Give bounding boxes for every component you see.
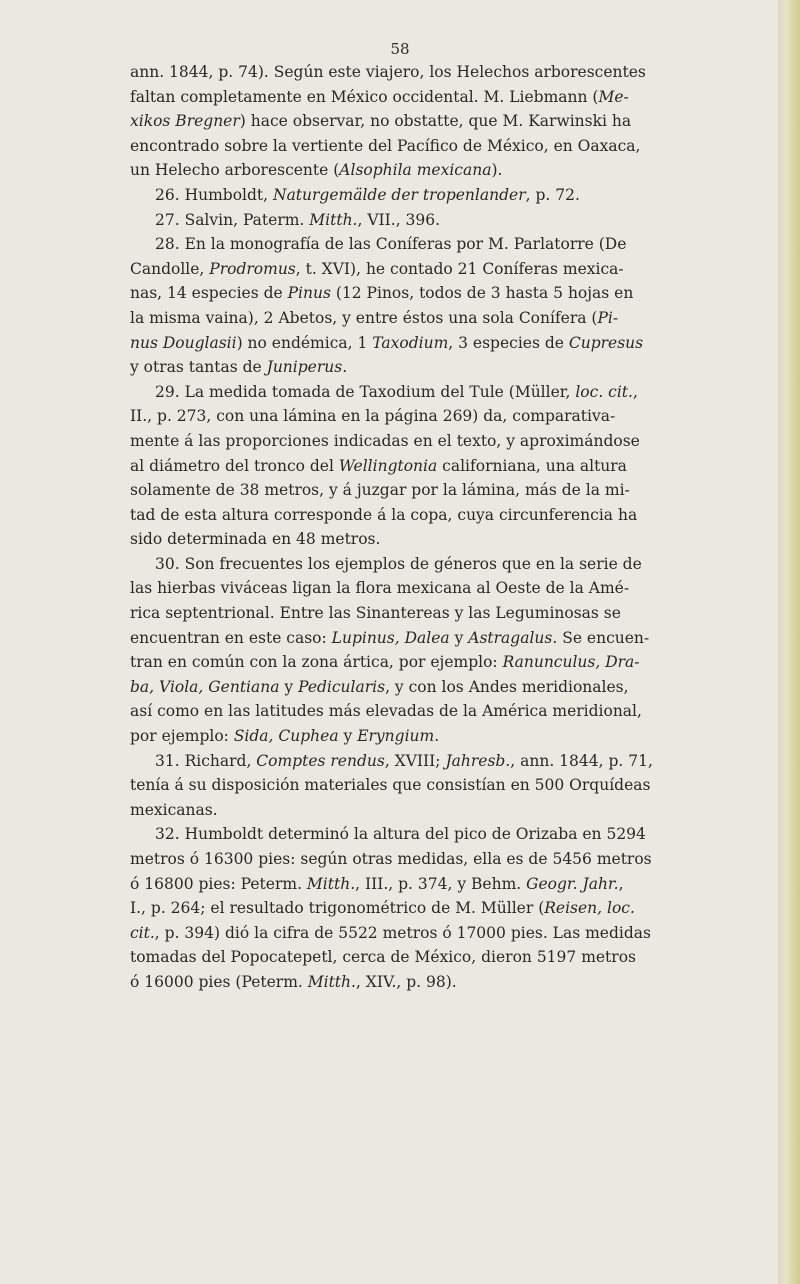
text-span: ) hace observar, no obstatte, que M. Karwinski ha (239, 112, 632, 131)
text-line (130, 552, 795, 577)
text-span: 26. Humboldt, (155, 185, 273, 204)
text-span: y (338, 727, 358, 746)
italic-text: Astragalus (468, 628, 553, 647)
text-span: 28. En la monografía de las Coníferas por M. Parlatorre (De (155, 235, 627, 254)
text-span: 32. Humboldt determinó la altura del pico de Orizaba en 5294 (155, 825, 646, 844)
text-span: , p. 394) dió la cifra de 5522 metros ó 17000 pies. Las medidas (154, 923, 651, 942)
italic-text: Mitth. (309, 210, 358, 229)
text-span: tran en común con la zona ártica, por ejemplo: (130, 653, 503, 672)
text-span: mexicanas. (130, 800, 218, 819)
text-span: , (632, 382, 638, 401)
italic-text: Geogr. Jahr. (526, 874, 619, 893)
text-span: la misma vaina), 2 Abetos, y entre éstos una sola Conífera ( (130, 308, 598, 327)
text-span: , t. XVI), he contado 21 Coníferas mexica- (295, 259, 624, 278)
text-line (130, 527, 795, 552)
text-line (130, 380, 795, 405)
text-span: encontrado sobre la vertiente del Pacífico de México, en Oaxaca, (130, 136, 641, 155)
text-span: , (618, 874, 624, 893)
italic-text: Me- (598, 87, 629, 106)
text-span: . (342, 358, 348, 377)
italic-text: Pi- (597, 308, 619, 327)
italic-text: Eryngium (357, 727, 435, 746)
text-line (130, 257, 795, 282)
text-span: 29. La medida tomada de Taxodium del Tule (Müller, (155, 382, 576, 401)
text-span: metros ó 16300 pies: según otras medidas, ella es de 5456 metros (130, 850, 652, 868)
text-line (130, 970, 795, 995)
text-span: las hierbas viváceas ligan la flora mexicana al Oeste de la Amé- (130, 579, 630, 598)
italic-text: Juniperus (266, 358, 343, 377)
text-line (130, 183, 795, 208)
text-line (130, 945, 795, 970)
text-span: ó 16800 pies: Peterm. (130, 874, 307, 893)
text-line (130, 454, 795, 479)
text-span: faltan completamente en México occidental. M. Liebmann ( (130, 87, 599, 106)
text-span: . Se encuen- (552, 628, 650, 647)
text-line (130, 232, 795, 257)
text-span: , ann. 1844, p. 71, (510, 751, 653, 770)
italic-text: cit. (130, 923, 155, 942)
text-line (130, 85, 795, 110)
italic-text: Wellingtonia (338, 456, 438, 475)
text-line (130, 675, 795, 700)
text-line (130, 158, 795, 183)
text-line (130, 626, 795, 651)
text-span: 31. Richard, (155, 751, 257, 770)
body-text (130, 60, 795, 995)
text-span: ). (491, 161, 503, 180)
text-line (130, 429, 795, 454)
text-line (130, 306, 795, 331)
text-line (130, 847, 795, 872)
italic-text: Pinus (287, 284, 331, 303)
text-span: nas, 14 especies de (130, 284, 288, 303)
text-span: un Helecho arborescente ( (130, 161, 340, 180)
text-span: rica septentrional. Entre las Sinantereas y las Leguminosas se (130, 604, 621, 623)
text-span: I., p. 264; el resultado trigonométrico de M. Müller ( (130, 899, 545, 918)
text-line (130, 773, 795, 798)
text-span: al diámetro del tronco del (130, 456, 339, 475)
text-line (130, 872, 795, 897)
text-span: , XIV., p. 98). (355, 972, 457, 991)
text-span: 27. Salvin, Paterm. (155, 210, 310, 229)
text-span: y (279, 677, 299, 696)
text-span: mente á las proporciones indicadas en el texto, y aproximándose (130, 431, 640, 450)
text-span: y (449, 628, 469, 647)
text-span: , 3 especies de (448, 333, 569, 352)
text-span: ann. 1844, p. 74). Según este viajero, los Helechos arborescentes (130, 63, 646, 81)
text-line (130, 749, 795, 774)
text-span: , XVIII; (384, 751, 446, 770)
italic-text: Taxodium (372, 333, 449, 352)
text-span: , y con los Andes meridionales, (385, 677, 629, 696)
italic-text: Naturgemälde der tropenlander (273, 185, 526, 204)
text-span: californiana, una altura (437, 456, 627, 475)
text-span: tad de esta altura corresponde á la copa, cuya circunferencia ha (130, 505, 638, 524)
italic-text: Mitth. (307, 972, 356, 991)
italic-text: Mitth. (306, 874, 356, 893)
text-span: solamente de 38 metros, y á juzgar por la lámina, más de la mi- (130, 481, 630, 500)
text-line (130, 331, 795, 356)
italic-text: Cupresus (568, 333, 644, 352)
text-line (130, 921, 795, 946)
text-line (130, 281, 795, 306)
text-line (130, 576, 795, 601)
text-line (130, 478, 795, 503)
text-line (130, 355, 795, 380)
text-span: (12 Pinos, todos de 3 hasta 5 hojas en (330, 284, 634, 303)
italic-text: Lupinus, Dalea (331, 628, 450, 647)
text-line (130, 699, 795, 724)
text-span: 30. Son frecuentes los ejemplos de géneros que en la serie de (155, 554, 642, 573)
text-line (130, 60, 795, 85)
text-span: , III., p. 374, y Behm. (355, 874, 527, 893)
italic-text: Sida, Cuphea (233, 727, 339, 746)
italic-text: Comptes rendus (256, 751, 385, 770)
text-line (130, 896, 795, 921)
text-line (130, 404, 795, 429)
text-line (130, 724, 795, 749)
text-span: tomadas del Popocatepetl, cerca de México, dieron 5197 metros (130, 948, 636, 967)
text-span: así como en las latitudes más elevadas de la América meridional, (130, 702, 642, 721)
page-number: 58 (390, 40, 410, 58)
text-line (130, 822, 795, 847)
text-span: sido determinada en 48 metros. (130, 530, 381, 549)
text-span: encuentran en este caso: (130, 628, 332, 647)
text-span: , p. 72. (525, 185, 580, 204)
text-line (130, 503, 795, 528)
text-line (130, 650, 795, 675)
italic-text: Jahresb. (445, 751, 511, 770)
text-line (130, 208, 795, 233)
italic-text: Ranunculus, Dra- (502, 653, 640, 672)
text-line (130, 798, 795, 823)
italic-text: Pedicularis (298, 677, 386, 696)
italic-text: ba, Viola, Gentiana (130, 677, 280, 696)
italic-text: xikos Bregner (130, 112, 240, 131)
italic-text: nus Douglasii (130, 333, 237, 352)
text-span: Candolle, (130, 259, 210, 278)
text-span: por ejemplo: (130, 727, 234, 746)
text-span: ) no endémica, 1 (236, 333, 373, 352)
text-line (130, 601, 795, 626)
text-span: ó 16000 pies (Peterm. (130, 972, 308, 991)
text-span: tenía á su disposición materiales que consistían en 500 Orquídeas (130, 776, 651, 795)
italic-text: loc. cit. (575, 382, 633, 401)
italic-text: Reisen, loc. (544, 899, 635, 918)
text-line (130, 109, 795, 134)
text-span: y otras tantas de (130, 358, 267, 377)
text-line (130, 134, 795, 159)
text-span: II., p. 273, con una lámina en la página 269) da, comparativa- (130, 407, 616, 426)
text-span: . (434, 727, 440, 746)
italic-text: Alsophila mexicana (339, 161, 492, 180)
text-span: , VII., 396. (357, 210, 441, 229)
italic-text: Prodromus (209, 259, 296, 278)
